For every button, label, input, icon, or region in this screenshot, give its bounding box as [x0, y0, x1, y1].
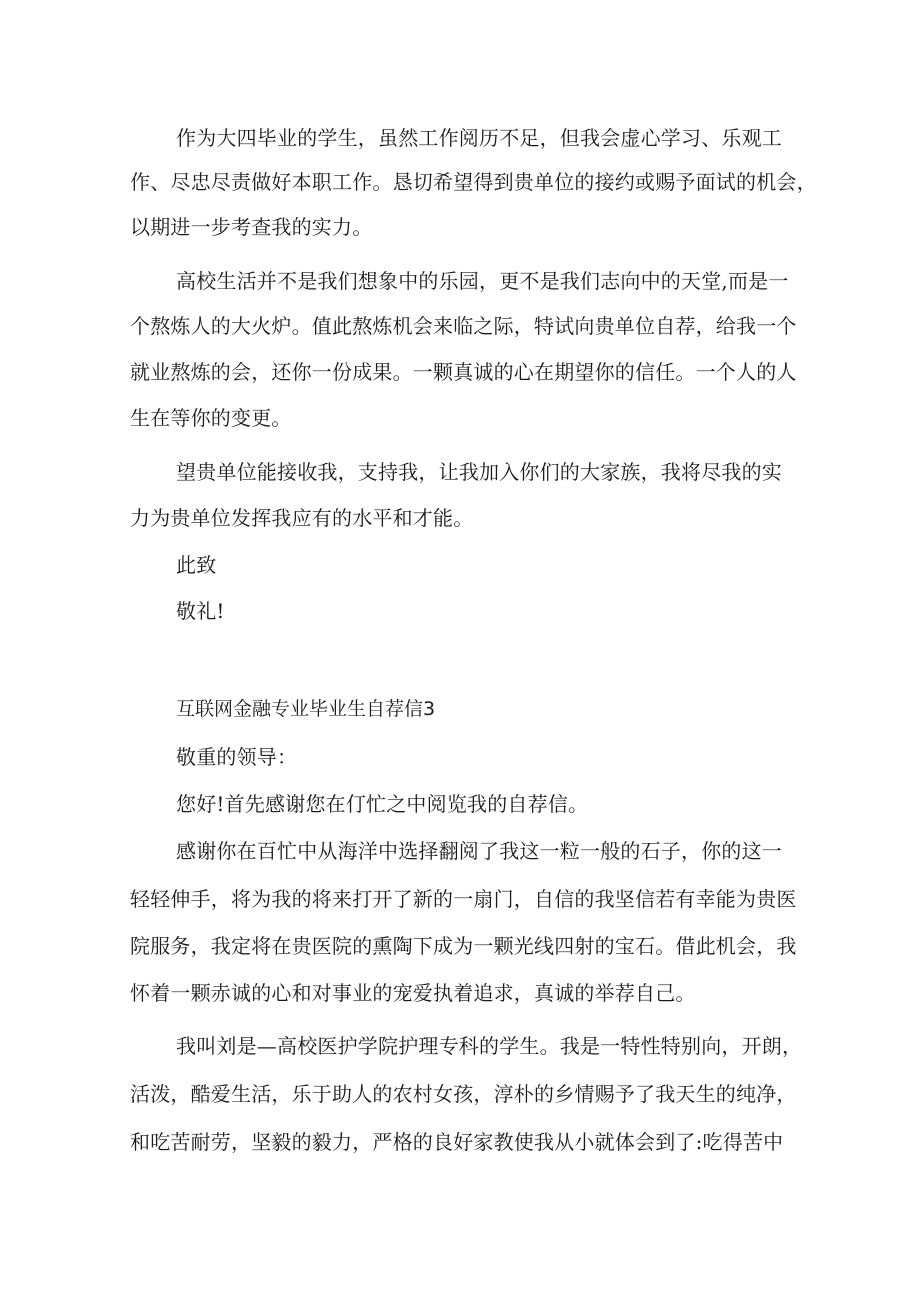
paragraph-line: 高校生活并不是我们想象中的乐园，更不是我们志向中的天堂,而是一	[176, 269, 789, 293]
paragraph-line: 怀着一颗赤诚的心和对事业的宠爱执着追求，真诚的举荐自己。	[130, 981, 696, 1005]
paragraph-line: 作、尽忠尽责做好本职工作。恳切希望得到贵单位的接约或赐予面试的机会，	[130, 170, 817, 194]
paragraph-line: 轻轻伸手，将为我的将来打开了新的一扇门，自信的我坚信若有幸能为贵医	[130, 887, 797, 911]
paragraph-line: 我叫刘是—高校医护学院护理专科的学生。我是一特性特别向，开朗，	[176, 1034, 803, 1058]
paragraph-line: 就业熬炼的会，还你一份成果。一颗真诚的心在期望你的信任。一个人的人	[130, 360, 797, 384]
paragraph-line: 和吃苦耐劳，坚毅的毅力，严格的良好家教使我从小就体会到了:吃得苦中	[130, 1130, 784, 1154]
section-title: 互联网金融专业毕业生自荐信3	[176, 698, 436, 720]
paragraph-line: 力为贵单位发挥我应有的水平和才能。	[130, 506, 474, 530]
paragraph-line: 生在等你的变更。	[130, 406, 292, 430]
paragraph-line: 以期进一步考查我的实力。	[130, 215, 373, 239]
closing-line: 此致	[176, 553, 217, 577]
greeting: 您好!首先感谢您在仃忙之中阅览我的自荐信。	[176, 792, 589, 816]
paragraph-line: 活泼，酷爱生活，乐于助人的农村女孩，淳朴的乡情赐予了我天生的纯净，	[130, 1082, 797, 1106]
salutation: 敬重的领导：	[176, 745, 298, 769]
closing-line: 敬礼!	[176, 599, 225, 623]
paragraph-line: 望贵单位能接收我，支持我，让我加入你们的大家族，我将尽我的实	[176, 460, 782, 484]
paragraph-line: 院服务，我定将在贵医院的熏陶下成为一颗光线四射的宝石。借此机会，我	[130, 934, 797, 958]
paragraph-line: 感谢你在百忙中从海洋中选择翻阅了我这一粒一般的石子，你的这一	[176, 839, 782, 863]
paragraph-line: 个熬炼人的大火炉。值此熬炼机会来临之际，特试向贵单位自荐，给我一个	[130, 314, 797, 338]
paragraph-line: 作为大四毕业的学生，虽然工作阅历不足，但我会虚心学习、乐观工	[176, 126, 782, 150]
